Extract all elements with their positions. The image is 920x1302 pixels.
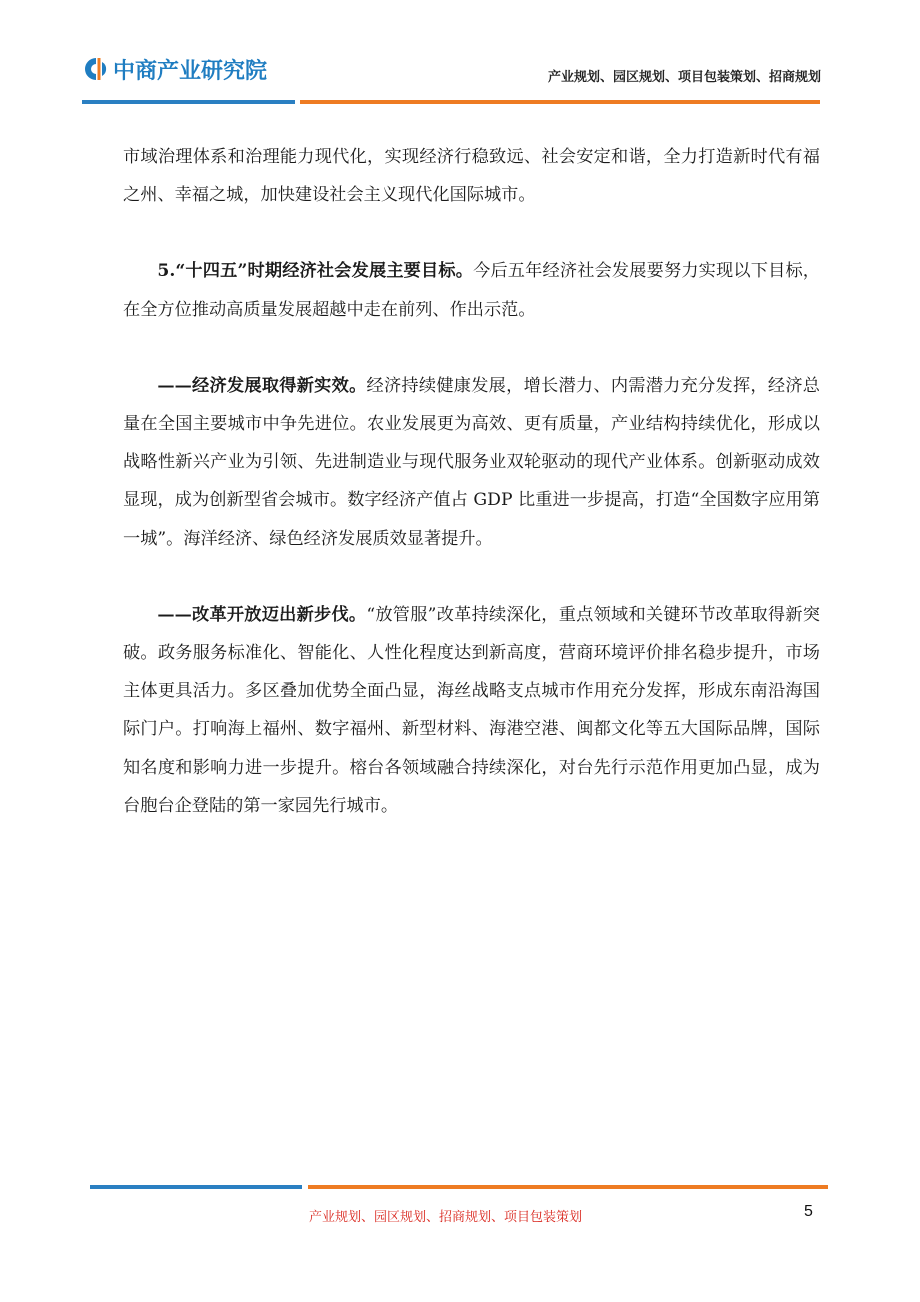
paragraph-reform-opening xyxy=(123,596,820,825)
document-body xyxy=(123,138,820,825)
footer-tagline: 产业规划、园区规划、招商规划、项目包装策划 xyxy=(309,1210,583,1225)
paragraph-governance: 市域治理体系和治理能力现代化，实现经济行稳致远、社会安定和谐，全力打造新时代有福之州、幸福之城，加快建设社会主义现代化国际城市。 xyxy=(123,147,820,206)
text-main-goals: 今后五年经济社会发展要努力实现以下目标，在全方位推动高质量发展超越中走在前列、作出示范。 xyxy=(123,261,820,320)
text-economic-development: 经济持续健康发展，增长潜力、内需潜力充分发挥，经济总量在全国主要城市中争先进位。农业发展更为高效、更有质量，产业结构持续优化，形成以战略性新兴产业为引领、先进制造业与现代服务业双轮驱动的现代产业体系。创新驱动成效显现，成为创新型省会城市。数字经济产值占 GDP 比重进一步提高，打造“全国数字应用第一城”。海洋经济、绿色经济发展质效显著提升。 xyxy=(123,375,820,549)
text-reform-opening: “放管服”改革持续深化，重点领域和关键环节改革取得新突破。政务服务标准化、智能化、人性化程度达到新高度，营商环境评价排名稳步提升，市场主体更具活力。多区叠加优势全面凸显，海丝战略支点城市作用充分发挥，形成东南沿海国际门户。打响海上福州、数字福州、新型材料、海港空港、闽都文化等五大国际品牌，国际知名度和影响力进一步提升。榕台各领域融合持续深化，对台先行示范作用更加凸显，成为台胞台企登陆的第一家园先行城市。 xyxy=(123,604,820,816)
paragraph-main-goals xyxy=(123,252,820,328)
logo-text: 中商产业研究院 xyxy=(113,58,268,84)
header-tagline: 产业规划、园区规划、项目包装策划、招商规划 xyxy=(547,70,821,85)
footer-divider-blue xyxy=(90,1185,302,1189)
heading-main-goals: 5.“十四五”时期经济社会发展主要目标。 xyxy=(157,261,474,282)
heading-reform-opening: ——改革开放迈出新步伐。 xyxy=(157,604,367,625)
footer-divider-orange xyxy=(308,1185,828,1189)
heading-economic-development: ——经济发展取得新实效。 xyxy=(157,375,367,396)
logo-icon xyxy=(83,56,109,82)
header-divider-orange xyxy=(300,100,820,104)
company-logo xyxy=(83,52,267,86)
page-number: 5 xyxy=(804,1203,813,1220)
header-divider-blue xyxy=(82,100,295,104)
paragraph-economic-development xyxy=(123,367,820,558)
